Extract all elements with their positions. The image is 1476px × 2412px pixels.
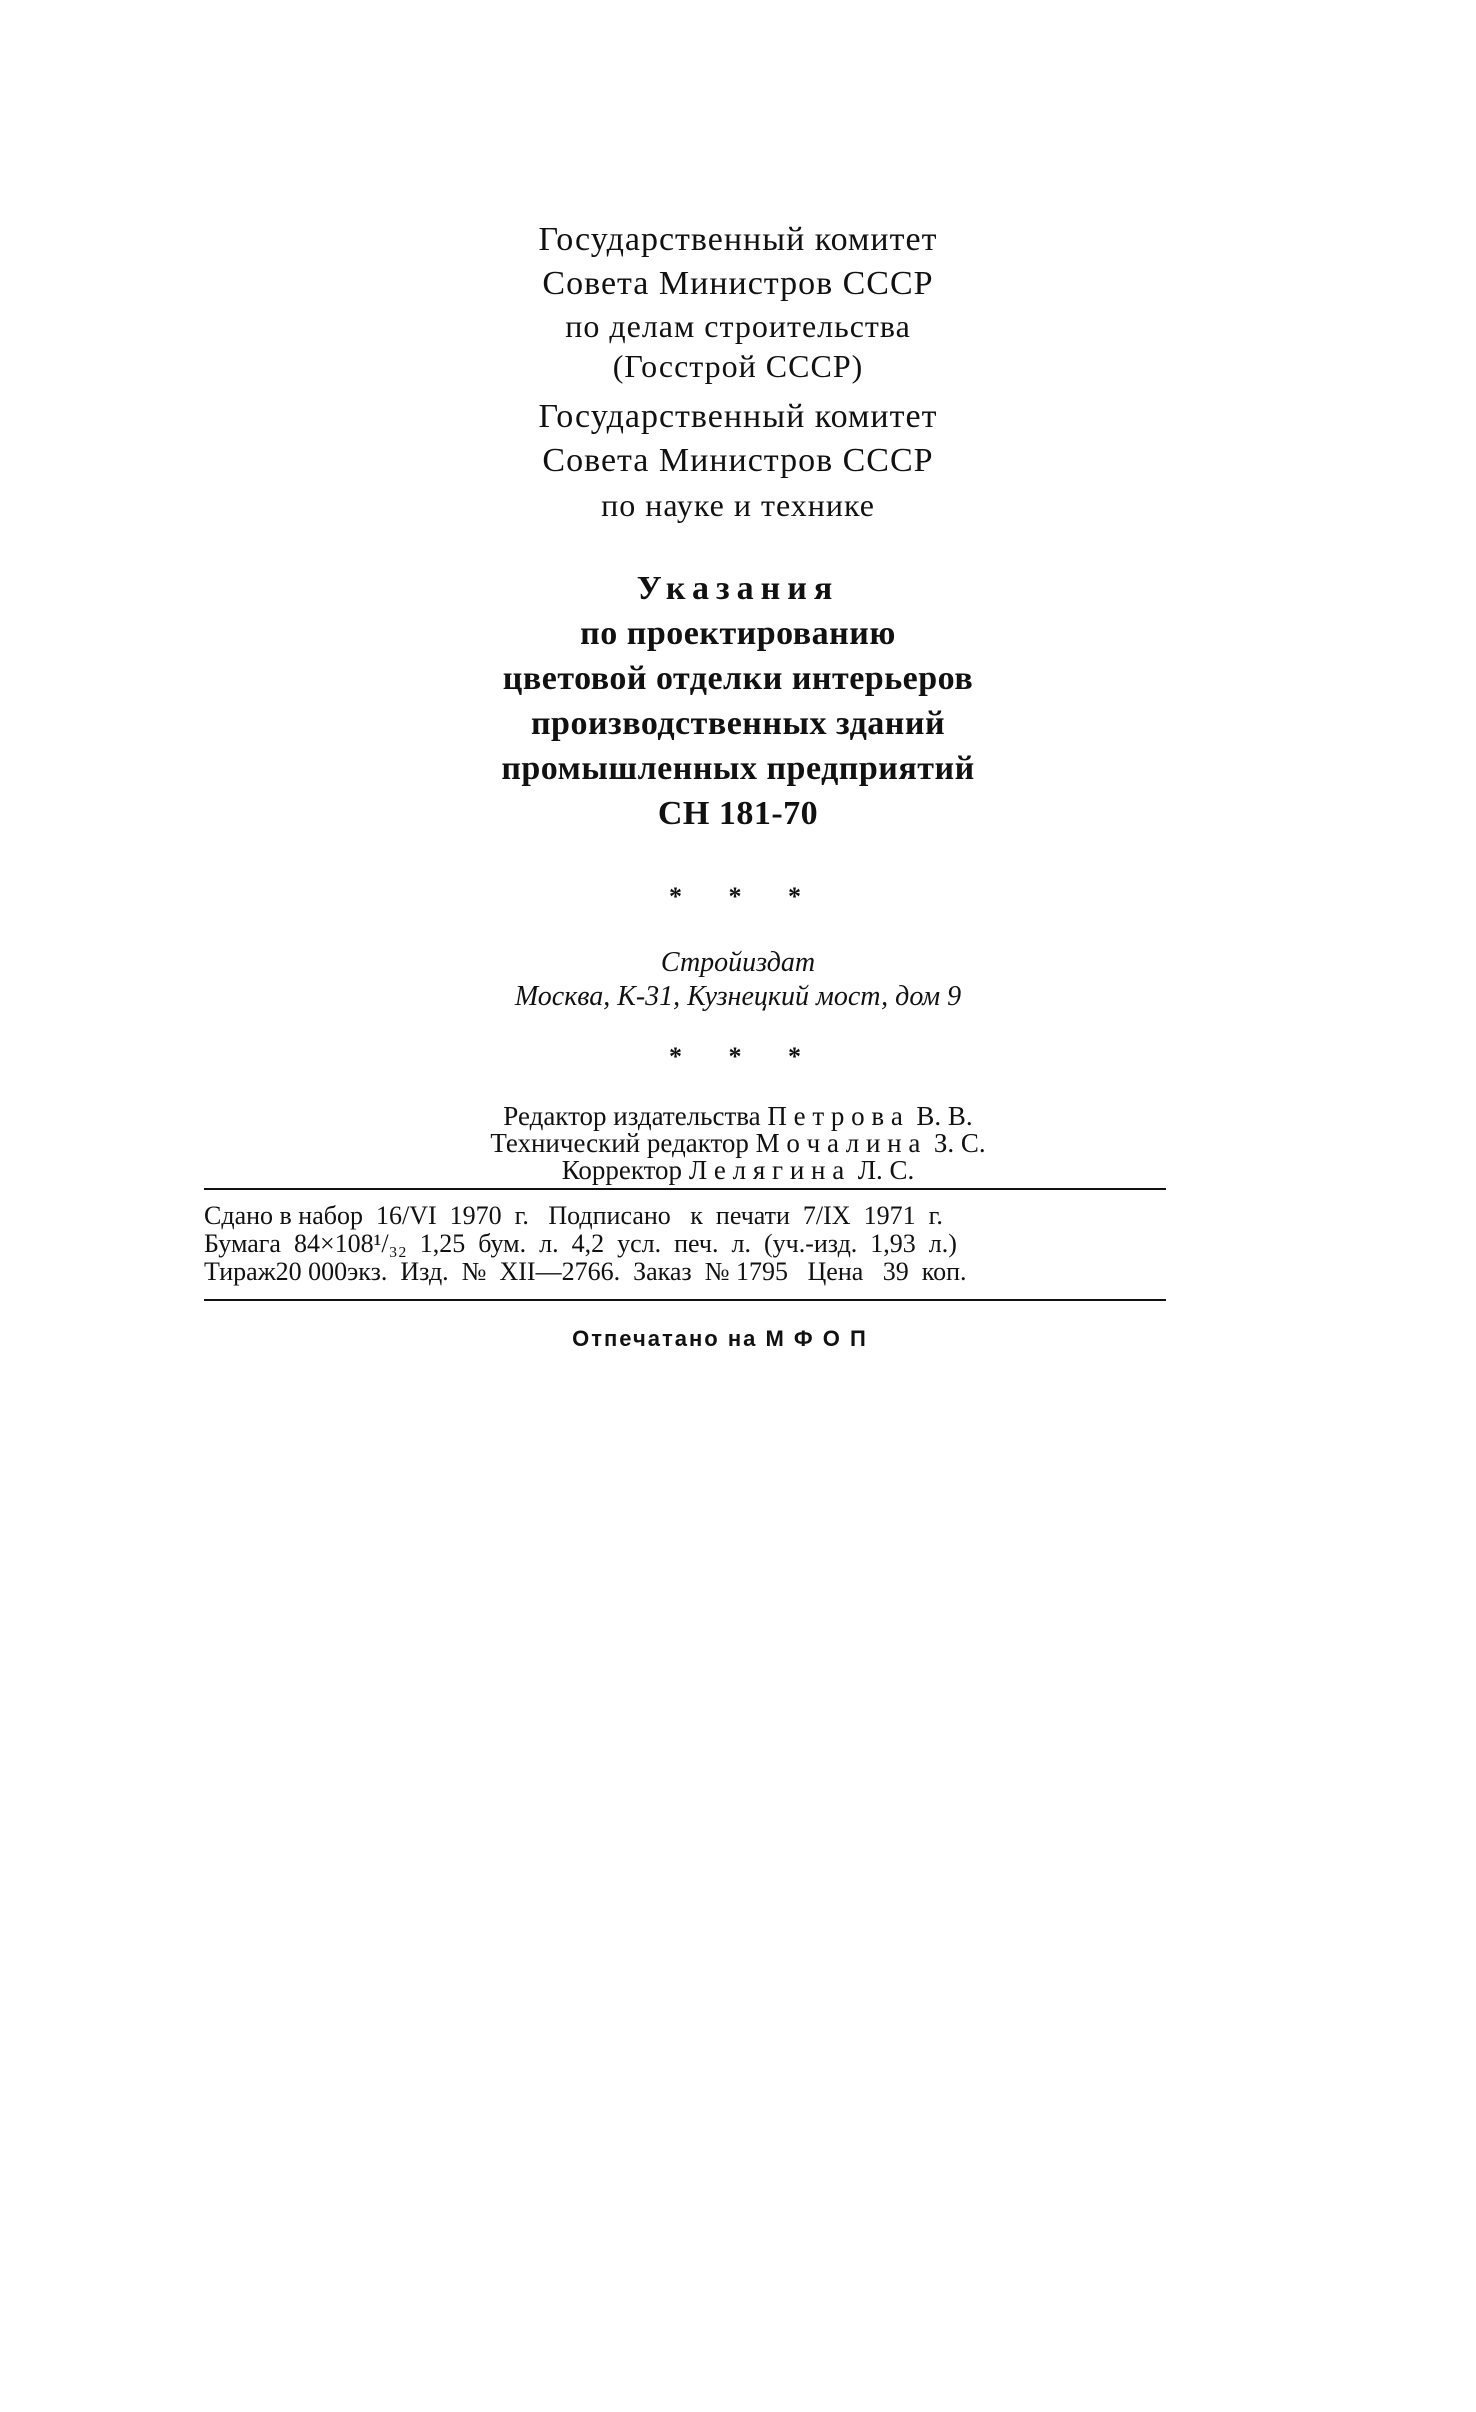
credit-role: Технический редактор bbox=[490, 1128, 749, 1158]
org-line: по науке и технике bbox=[601, 487, 875, 523]
title-line: промышленных предприятий bbox=[501, 750, 975, 787]
publisher-address: Москва, К-31, Кузнецкий мост, дом 9 bbox=[514, 981, 962, 1012]
imprint-line-typeset: Сдано в набор 16/VI 1970 г. Подписано к печати 7/IX 1971 г. bbox=[204, 1201, 943, 1230]
publisher-block bbox=[0, 946, 1476, 1014]
credit-person: М о ч а л и н а З. С. bbox=[755, 1128, 986, 1158]
credit-line bbox=[0, 1103, 1476, 1130]
credit-line bbox=[0, 1157, 1476, 1184]
org-line: Государственный комитет bbox=[538, 398, 938, 435]
imprint-line-circulation: Тираж20 000экз. Изд. № XII—2766. Заказ № 1795 Цена 39 коп. bbox=[204, 1257, 967, 1286]
credit-person: Л е л я г и н а Л. С. bbox=[688, 1155, 915, 1185]
divider-bottom bbox=[204, 1299, 1166, 1301]
printed-by: Отпечатано на М Ф О П bbox=[572, 1326, 868, 1351]
organization-science-committee bbox=[0, 395, 1476, 525]
document-code: СН 181-70 bbox=[657, 795, 819, 832]
org-line: по делам строительства bbox=[565, 308, 911, 344]
imprint-line-paper: Бумага 84×108¹/₃₂ 1,25 бум. л. 4,2 усл. печ. л. (уч.-изд. 1,93 л.) bbox=[204, 1229, 957, 1258]
credit-role: Корректор bbox=[561, 1155, 683, 1185]
title-line: по проектированию bbox=[580, 615, 896, 652]
title-line: цветовой отделки интерьеров bbox=[502, 660, 974, 697]
organization-gosstroy bbox=[0, 218, 1476, 386]
credits-block bbox=[0, 1103, 1476, 1184]
star-separator: * * * bbox=[669, 882, 821, 911]
credit-line bbox=[0, 1130, 1476, 1157]
title-heading: Указания bbox=[636, 570, 840, 607]
credit-role: Редактор издательства bbox=[503, 1101, 761, 1131]
org-line: Совета Министров СССР bbox=[542, 265, 934, 302]
org-line: Государственный комитет bbox=[538, 221, 938, 258]
org-line: (Госстрой СССР) bbox=[612, 348, 864, 384]
divider-top bbox=[204, 1188, 1166, 1190]
org-line: Совета Министров СССР bbox=[542, 442, 934, 479]
star-separator: * * * bbox=[669, 1042, 821, 1071]
document-title bbox=[0, 566, 1476, 836]
credit-person: П е т р о в а В. В. bbox=[767, 1101, 973, 1131]
title-line: производственных зданий bbox=[530, 705, 946, 742]
publisher-name: Стройиздат bbox=[660, 947, 816, 978]
